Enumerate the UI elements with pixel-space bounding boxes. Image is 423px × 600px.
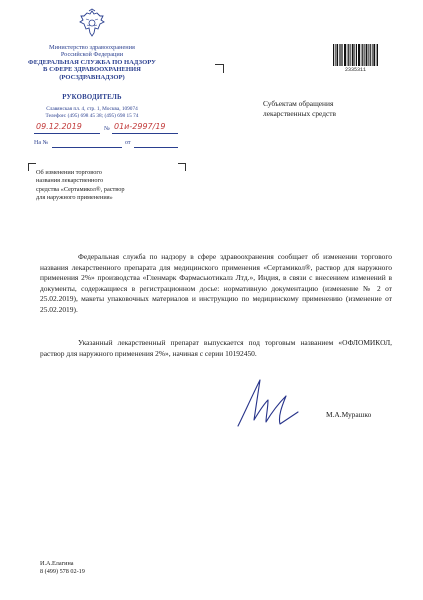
letter-subject <box>36 169 186 203</box>
recipient-line-2: лекарственных средств <box>263 109 336 118</box>
date-underline <box>34 133 100 134</box>
ref-from-label: от <box>125 140 131 146</box>
address-line: Славянская пл. 4, стр. 1, Москва, 109074 <box>46 106 138 112</box>
subject-line-3: средства «Сертамикол®, раствор <box>36 185 125 193</box>
ministry-line-2: Российской Федерации <box>60 51 124 59</box>
executor-phone: 8 (499) 578 02-19 <box>40 568 85 575</box>
ministry-line-1: Министерство здравоохранения <box>49 44 135 51</box>
body-paragraph-2: Указанный лекарственный препарат выпускается под торговым названием «ОФЛОМИКОЛ, раствор для наружного применения 2%», начиная с серии 10192450. <box>40 338 392 358</box>
phone-line: Телефон: (495) 698 45 38; (495) 698 15 74 <box>45 112 139 119</box>
subject-bracket-left <box>28 163 36 171</box>
address-corner-mark <box>215 64 224 73</box>
ministry-name <box>10 44 174 58</box>
number-underline <box>112 133 178 134</box>
body-paragraph-1: Федеральная служба по надзору в сфере здравоохранения сообщает об изменении торгового названия лекарственного препарата для медицинского применения «Сертамикол®, раствор для наружного применения 2%» производства «Гленмарк Фармасьютикалз Лтд.», Индия, в связи с внесением изменений в документы, содержащиеся в регистрационном досье: нормативную документацию (изменение № 2 от 25.02.2019), макеты упаковочных материалов и инструкцию по медицинскому применению (изменение от 25.02.2019). <box>40 252 392 314</box>
ref-label: На № <box>34 140 49 146</box>
number-label: № <box>104 126 110 132</box>
signer-name: М.А.Мурашко <box>326 410 372 419</box>
barcode-image <box>333 44 378 66</box>
ref-number-underline <box>52 147 122 148</box>
recipient-block <box>263 99 393 119</box>
double-headed-eagle-emblem <box>77 8 107 40</box>
agency-line-2: В СФЕРЕ ЗДРАВООХРАНЕНИЯ <box>43 66 141 74</box>
number-handwritten: 01и-2997/19 <box>114 122 166 131</box>
agency-address <box>10 106 174 119</box>
date-handwritten: 09.12.2019 <box>36 122 82 131</box>
recipient-line-1: Субъектам обращения <box>263 99 334 108</box>
subject-line-1: Об изменении торгового <box>36 169 102 176</box>
ref-date-underline <box>134 147 178 148</box>
agency-line-3: (РОСЗДРАВНАДЗОР) <box>59 73 125 81</box>
barcode-number: 2335311 <box>344 67 366 73</box>
head-title: РУКОВОДИТЕЛЬ <box>62 94 122 101</box>
subject-line-2: названия лекарственного <box>36 177 104 185</box>
executor-block <box>40 560 85 576</box>
agency-name <box>10 59 174 81</box>
subject-line-4: для наружного применения» <box>36 194 113 202</box>
handwritten-signature <box>230 376 300 430</box>
executor-name: И.А.Елагина <box>40 560 74 567</box>
agency-line-1: ФЕДЕРАЛЬНАЯ СЛУЖБА ПО НАДЗОРУ <box>28 59 156 66</box>
